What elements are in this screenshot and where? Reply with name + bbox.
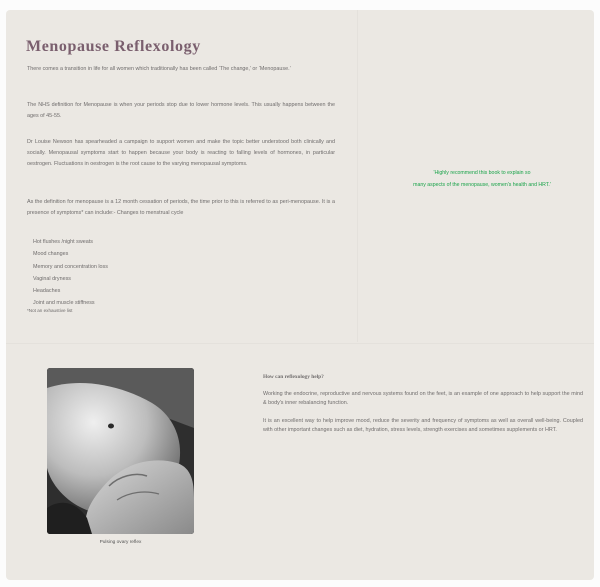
perimenopause-paragraph: As the definition for menopause is a 12 month cessation of periods, the time prior to this is referred to as peri-menopause. It is a presence of symptoms* can include:- Changes to menstrual cycle — [27, 199, 335, 216]
page-title: Menopause Reflexology — [26, 38, 201, 55]
list-item: Hot flushes /night sweats — [33, 239, 93, 245]
testimonial-quote — [382, 167, 582, 191]
reflexology-paragraph: It is an excellent way to help improve mood, reduce the severity and frequency of symptoms as well as overall well-being. Coupled with other important changes such as diet, hydration, stress levels, strength exercises and sometimes supplements or HRT. — [263, 418, 583, 433]
photo-caption: Pulsing ovary reflex — [99, 540, 142, 545]
reflex-photo — [47, 368, 194, 534]
list-item: Vaginal dryness — [33, 275, 71, 282]
list-item: Mood changes — [33, 251, 69, 258]
list-item: Memory and concentration loss — [33, 263, 108, 270]
reflexology-heading: How can reflexology help? — [263, 374, 324, 380]
reflex-photo-image — [47, 368, 194, 534]
testimonial-line: many aspects of the menopause, women's health and HRT.' — [413, 182, 551, 188]
nhs-definition-paragraph: The NHS definition for Menopause is when your periods stop due to lower hormone levels. This usually happens between the ages of 45-55. — [27, 102, 335, 119]
symptom-list — [33, 236, 108, 310]
newson-paragraph: Dr Louise Newson has spearheaded a campaign to support women and make the topic better understood both clinically and socially. Menopausal symptoms start to happen because your body is reacting to falling levels of hormones, in particular oestrogen. Fluctuations in oestrogen is the root cause to the varying menopausal symptoms. — [27, 139, 335, 167]
testimonial-line: 'Highly recommend this book to explain so — [433, 170, 531, 176]
intro-paragraph: There comes a transition in life for all women which traditionally has been called ‘The change,’ or ‘Menopause.’ — [27, 66, 291, 72]
testimonial-section — [362, 10, 594, 342]
list-item: Headaches — [33, 288, 61, 295]
list-item: Joint and muscle stiffness — [33, 300, 95, 307]
reflexology-paragraph: Working the endocrine, reproductive and nervous systems found on the feet, is an example of one approach to help support the mind & body's inner rebalancing function. — [263, 391, 583, 406]
menopause-info-section — [6, 10, 358, 342]
section-divider — [6, 343, 594, 344]
page-panel — [6, 10, 594, 580]
footnote: *Not an exhaustive list — [27, 308, 73, 313]
